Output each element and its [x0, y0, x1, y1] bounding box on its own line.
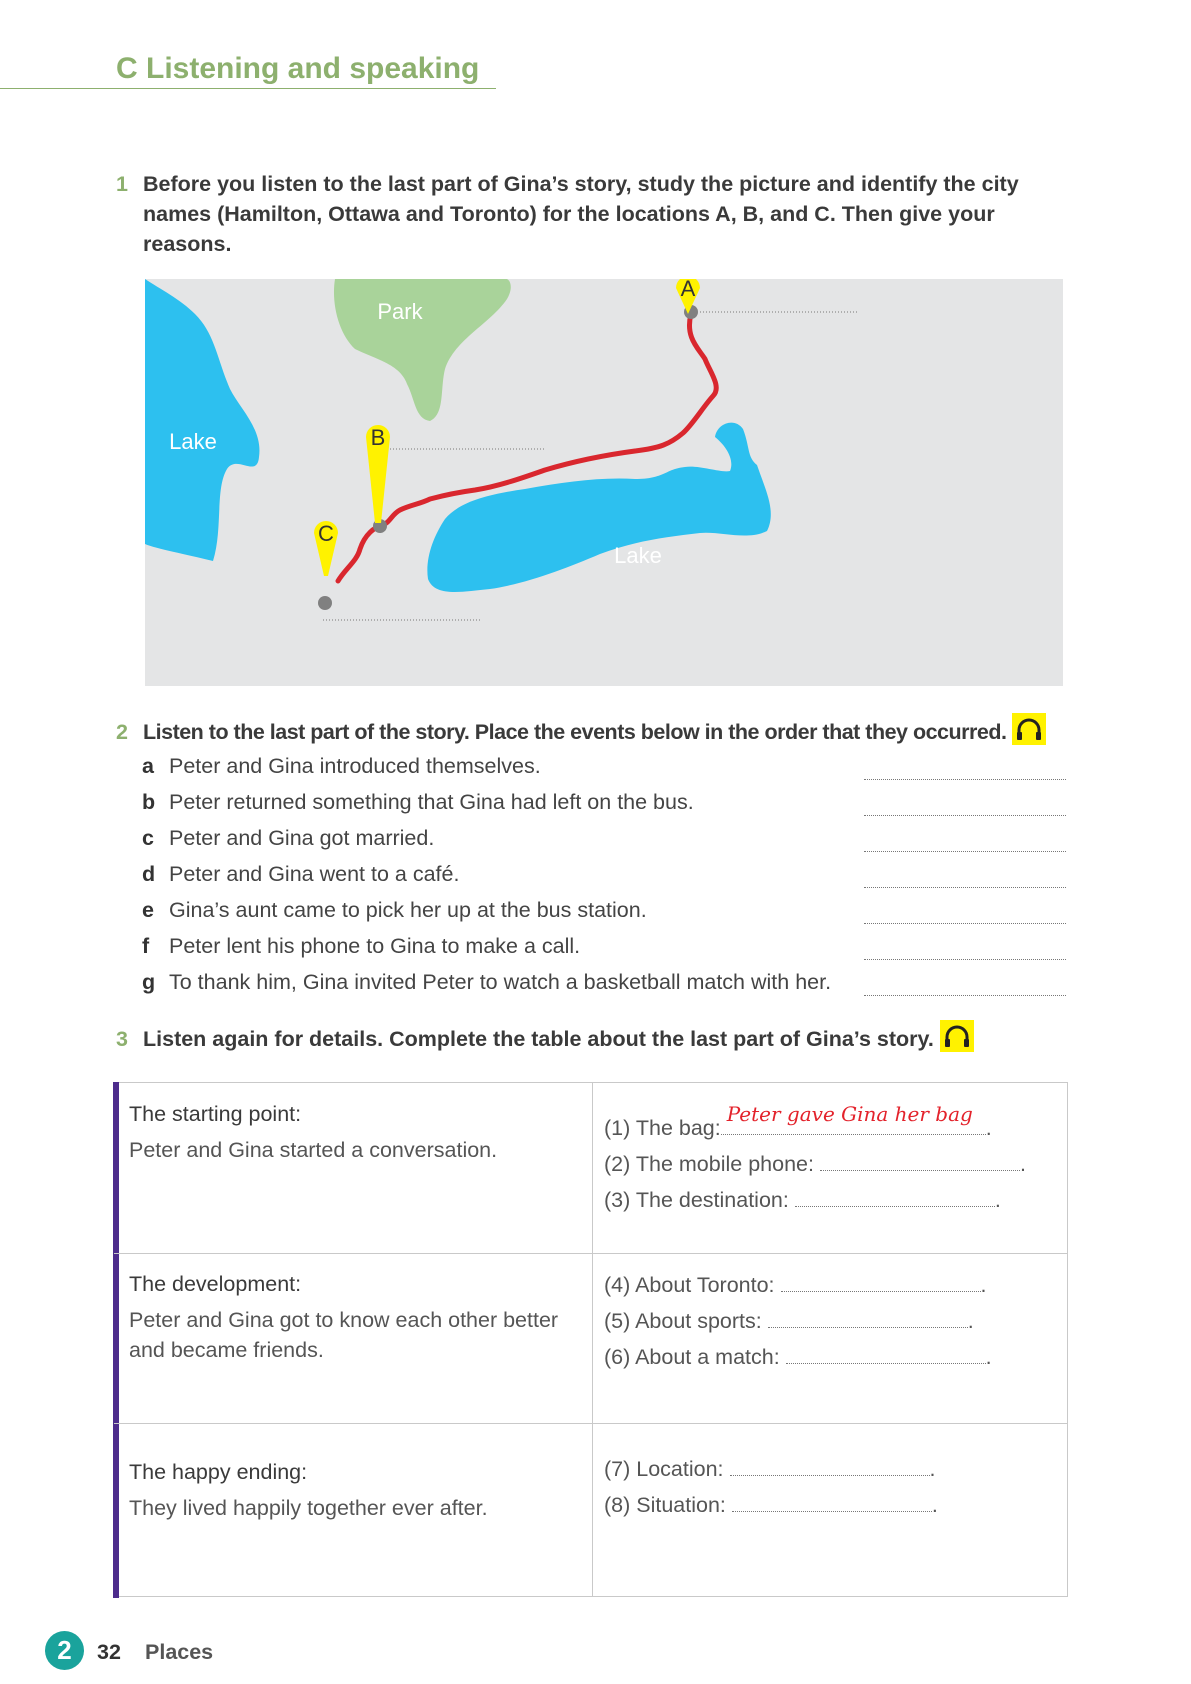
row-description: Peter and Gina got to know each other better and became friends.: [129, 1308, 559, 1362]
row-heading: The starting point:: [129, 1102, 302, 1126]
map-illustration: [145, 279, 1063, 686]
answer-field[interactable]: [768, 1303, 968, 1328]
lake-left-label: Lake: [169, 429, 217, 454]
event-letter: b: [142, 790, 156, 814]
answer-line[interactable]: [864, 923, 1066, 924]
park-label: Park: [377, 299, 423, 324]
event-text: Gina’s aunt came to pick her up at the bus station.: [169, 898, 647, 922]
table-item: (3) The destination: .: [604, 1182, 1064, 1218]
event-text: Peter lent his phone to Gina to make a call.: [169, 934, 581, 958]
answer-line[interactable]: [864, 887, 1066, 888]
row-heading: The happy ending:: [129, 1460, 308, 1484]
section-divider: [0, 88, 496, 89]
table-item: (1) The bag: Peter gave Gina her bag .: [604, 1110, 1064, 1146]
row-description: They lived happily together ever after.: [129, 1496, 488, 1520]
question-text: Listen again for details. Complete the table about the last part of Gina’s story.: [143, 1027, 934, 1051]
row-description: Peter and Gina started a conversation.: [129, 1138, 498, 1162]
page-number: 32: [97, 1640, 121, 1664]
headphones-icon[interactable]: [940, 1020, 974, 1052]
table-row-starting-point: [129, 1099, 579, 1165]
table-row-happy-ending: [129, 1457, 579, 1523]
answer-line[interactable]: [864, 995, 1066, 996]
answer-line[interactable]: [864, 851, 1066, 852]
table-item: (5) About sports: .: [604, 1303, 1064, 1339]
event-text: Peter and Gina went to a café.: [169, 862, 460, 886]
accent-bar: [113, 1082, 119, 1598]
answer-field[interactable]: [732, 1487, 932, 1512]
lake-right: [427, 423, 770, 592]
headphones-icon[interactable]: [1012, 713, 1046, 745]
question-text: Listen to the last part of the story. Place the events below in the order that they occurred.: [143, 720, 1007, 744]
svg-text:A: A: [680, 279, 696, 301]
list-item: [142, 895, 1067, 931]
event-text: Peter returned something that Gina had left on the bus.: [169, 790, 694, 814]
story-table: [113, 1082, 1068, 1597]
table-item: (6) About a match: .: [604, 1339, 1064, 1375]
table-item: (2) The mobile phone: .: [604, 1146, 1064, 1182]
question-number: 3: [116, 1027, 128, 1051]
list-item: [142, 859, 1067, 895]
event-letter: c: [142, 826, 154, 850]
event-text: To thank him, Gina invited Peter to watch a basketball match with her.: [169, 970, 832, 994]
row-items: [604, 1102, 1064, 1218]
svg-text:C: C: [318, 521, 334, 546]
question-number: 1: [116, 172, 128, 196]
list-item: [142, 823, 1067, 859]
question-3: [116, 1024, 1036, 1056]
marker-c-icon: [314, 521, 338, 576]
location-dot-c: [318, 596, 332, 610]
lake-right-label: Lake: [614, 543, 662, 568]
table-row-development: [129, 1269, 579, 1365]
answer-line[interactable]: [864, 959, 1066, 960]
question-number: 2: [116, 720, 128, 744]
event-letter: f: [142, 934, 150, 958]
event-letter: e: [142, 898, 154, 922]
event-list: [142, 751, 1067, 1003]
answer-field[interactable]: [786, 1339, 986, 1364]
question-text: Before you listen to the last part of Gina’s story, study the picture and identify the city names (Hamilton, Ottawa and Toronto) for the locations A, B, and C. Then give your reasons.: [143, 172, 1019, 256]
route-map: [145, 279, 1063, 686]
event-letter: d: [142, 862, 156, 886]
row-items: [604, 1267, 1064, 1375]
marker-b-icon: [366, 425, 390, 523]
row-heading: The development:: [129, 1272, 302, 1296]
answer-field[interactable]: [781, 1267, 981, 1292]
unit-title: Places: [145, 1640, 214, 1664]
row-items: [604, 1451, 1064, 1523]
event-text: Peter and Gina introduced themselves.: [169, 754, 541, 778]
unit-badge: 2: [45, 1631, 84, 1670]
event-text: Peter and Gina got married.: [169, 826, 435, 850]
answer-line[interactable]: [864, 815, 1066, 816]
event-letter: a: [142, 754, 154, 778]
answer-field[interactable]: [795, 1182, 995, 1207]
list-item: [142, 931, 1067, 967]
lake-left: [145, 279, 259, 561]
list-item: [142, 967, 1067, 1003]
answer-field[interactable]: [820, 1146, 1020, 1171]
svg-text:B: B: [370, 425, 386, 450]
answer-line[interactable]: [864, 779, 1066, 780]
section-title: C Listening and speaking: [116, 52, 480, 85]
handwritten-answer: Peter gave Gina her bag: [726, 1102, 973, 1126]
answer-field[interactable]: [730, 1451, 930, 1476]
list-item: [142, 787, 1067, 823]
list-item: [142, 751, 1067, 787]
question-1: [116, 169, 1036, 259]
table-item: (4) About Toronto: .: [604, 1267, 1064, 1303]
question-2: [116, 717, 1076, 749]
table-item: (7) Location: .: [604, 1451, 1064, 1487]
event-letter: g: [142, 970, 156, 994]
table-item: (8) Situation: .: [604, 1487, 1064, 1523]
